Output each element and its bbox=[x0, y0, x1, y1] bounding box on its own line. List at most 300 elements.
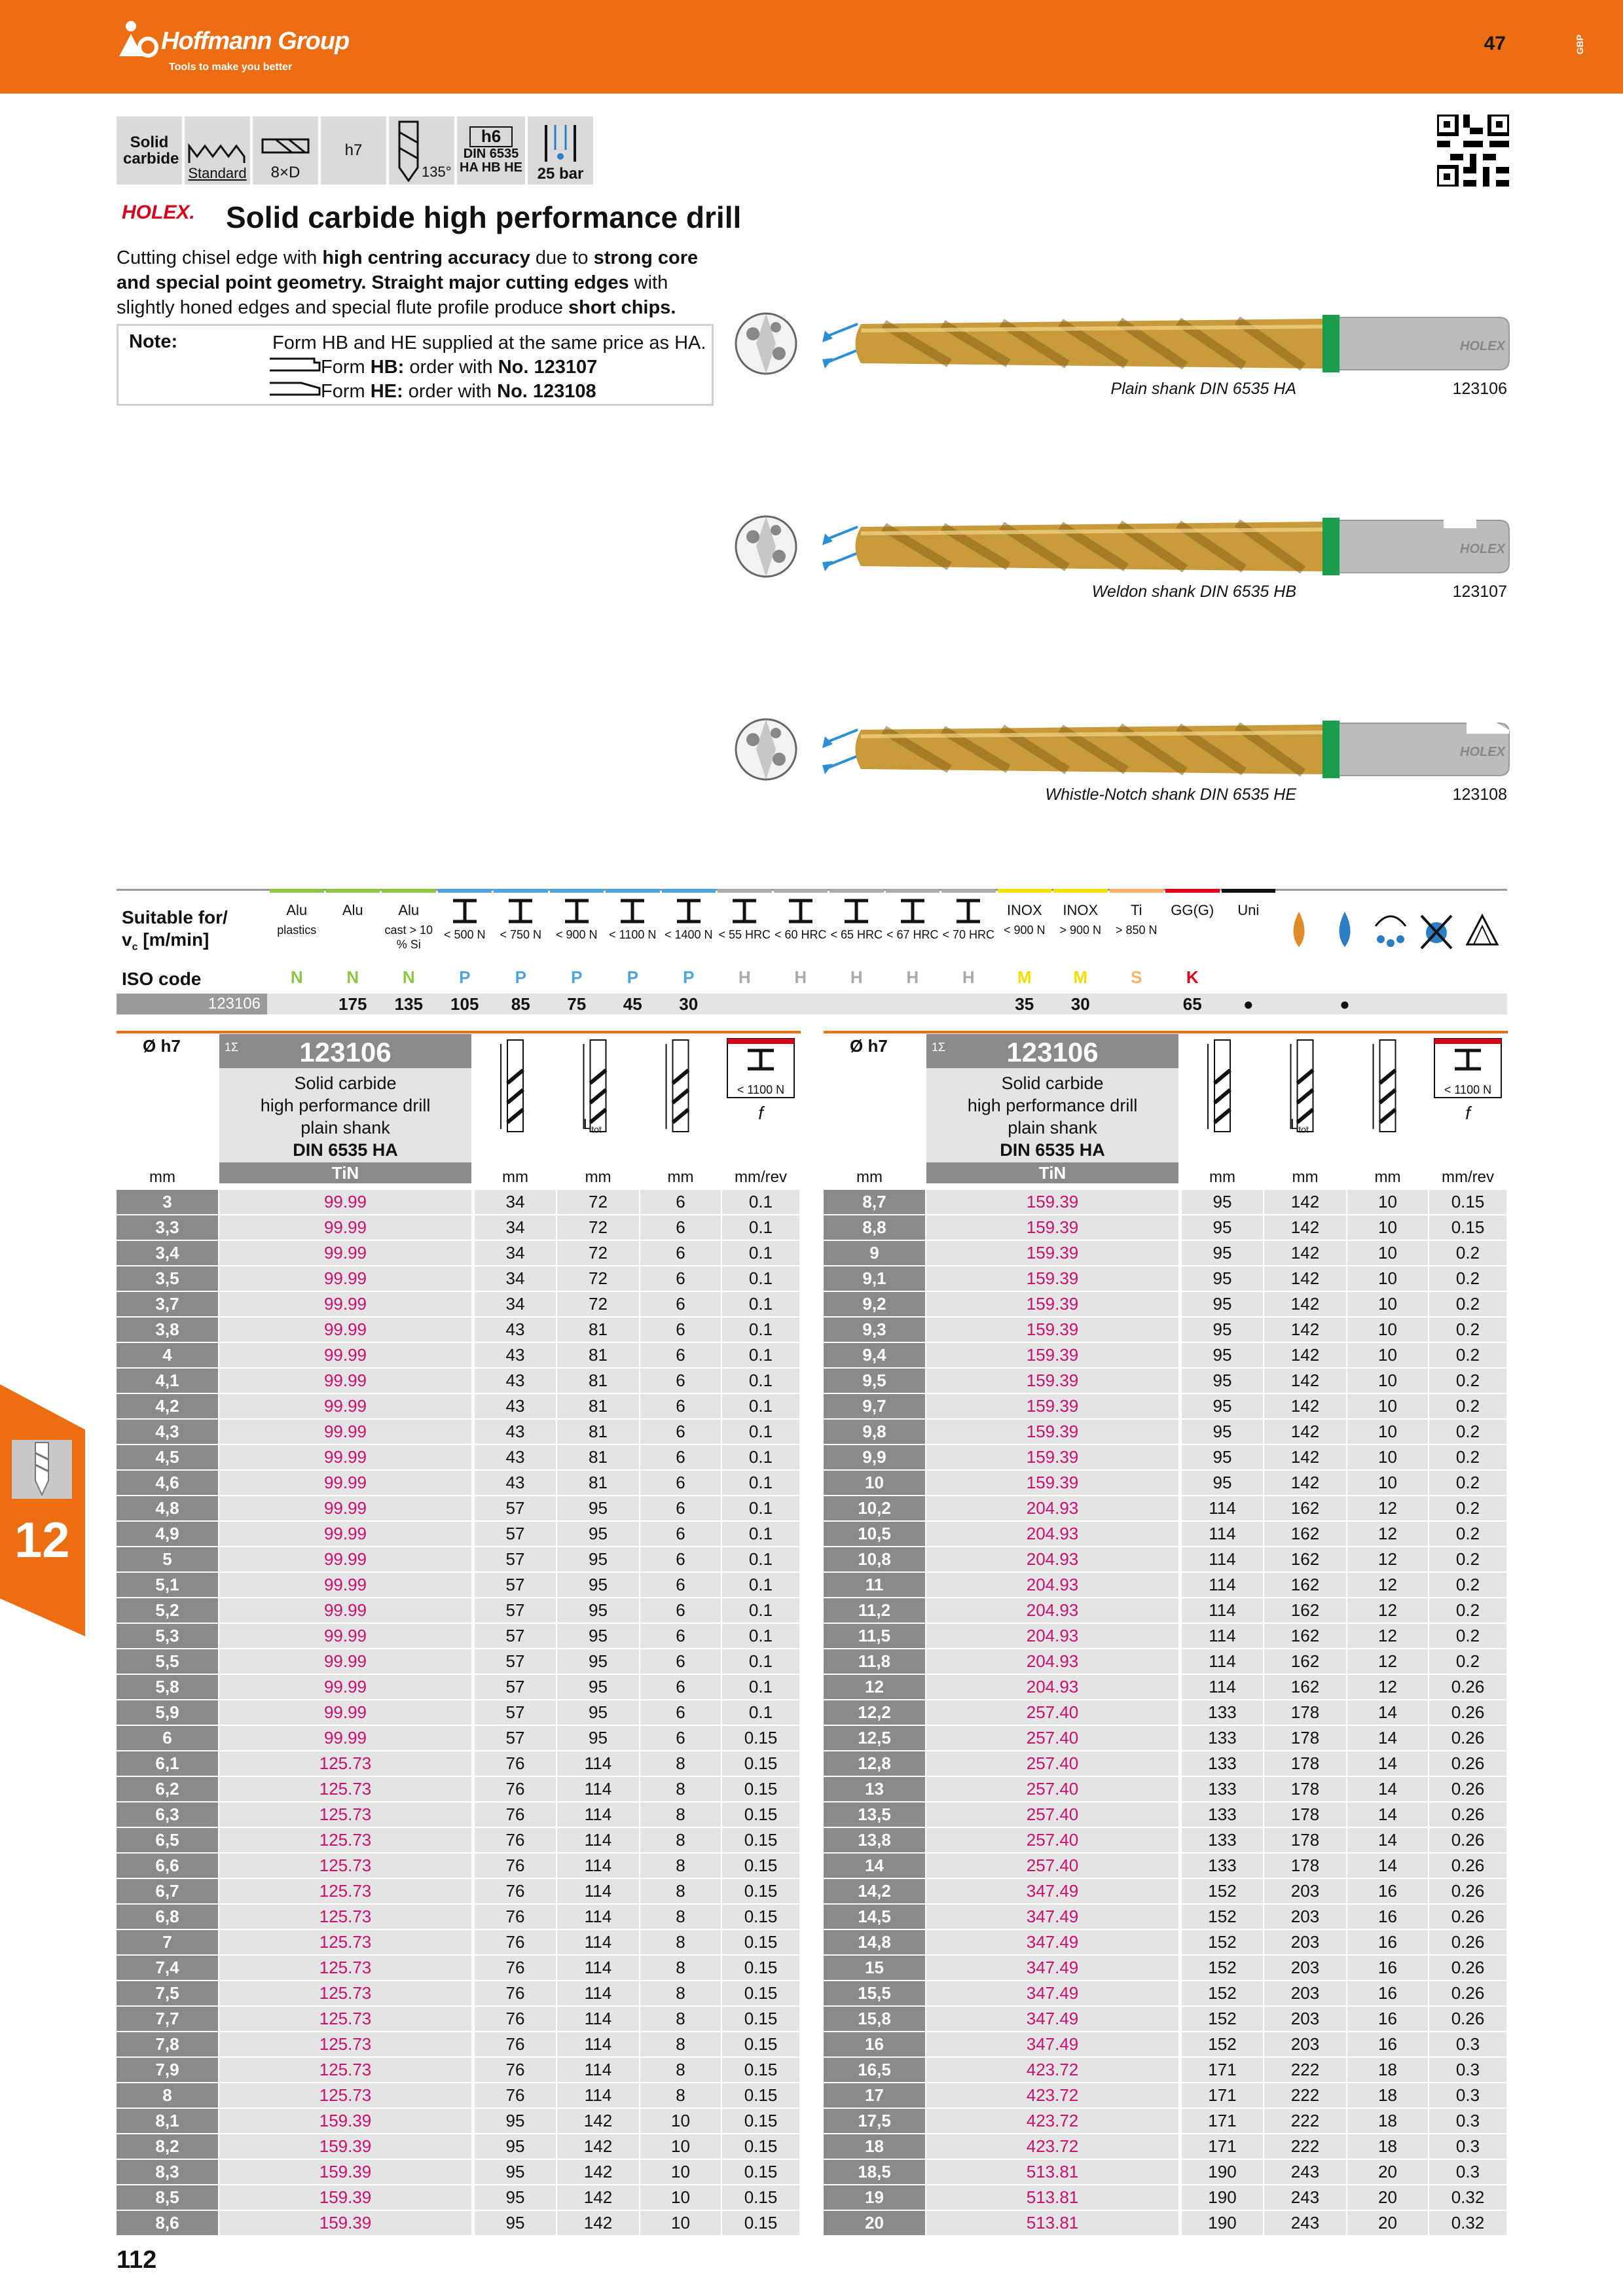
price-cell[interactable]: 257.40 bbox=[926, 1828, 1178, 1852]
table-row[interactable] bbox=[117, 2083, 801, 2109]
total-length-cell: 178 bbox=[1264, 1700, 1346, 1725]
table-row[interactable] bbox=[117, 1930, 801, 1956]
flute-length-cell: 133 bbox=[1182, 1828, 1263, 1852]
price-cell[interactable]: 423.72 bbox=[926, 2134, 1178, 2159]
price-cell[interactable]: 125.73 bbox=[219, 1930, 471, 1954]
price-cell[interactable]: 204.93 bbox=[926, 1496, 1178, 1520]
price-cell[interactable]: 513.81 bbox=[926, 2211, 1178, 2235]
flute-length-cell: 95 bbox=[1182, 1394, 1263, 1418]
flute-length-cell: 76 bbox=[475, 1981, 556, 2005]
diameter-cell: 6,7 bbox=[117, 1879, 218, 1903]
note-text bbox=[272, 331, 706, 404]
table-row[interactable] bbox=[824, 1343, 1508, 1369]
table-row[interactable] bbox=[824, 1726, 1508, 1751]
table-row[interactable] bbox=[824, 1981, 1508, 2007]
qr-code-icon[interactable] bbox=[1437, 115, 1509, 187]
price-cell[interactable]: 99.99 bbox=[219, 1318, 471, 1342]
diameter-cell: 10,2 bbox=[824, 1496, 925, 1520]
flute-length-cell: 171 bbox=[1182, 2083, 1263, 2108]
table-row[interactable] bbox=[824, 2032, 1508, 2058]
section-number: 12 bbox=[14, 1513, 70, 1568]
product-description: Cutting chisel edge with high centring accuracy due to strong core and special point geometry. Straight major cutting edges with slightly honed edges and special flute profile produce short chips. bbox=[117, 247, 699, 318]
iso-code: M bbox=[1017, 967, 1032, 987]
price-cell[interactable]: 423.72 bbox=[926, 2058, 1178, 2082]
price-cell[interactable]: 204.93 bbox=[926, 1547, 1178, 1571]
length-label: 8×D bbox=[270, 163, 301, 181]
table-row[interactable] bbox=[824, 1905, 1508, 1930]
price-cell[interactable]: 99.99 bbox=[219, 1624, 471, 1648]
table-row[interactable] bbox=[824, 1930, 1508, 1956]
drill-weldon-shank-image bbox=[733, 501, 1512, 592]
table-row[interactable] bbox=[117, 1700, 801, 1726]
material-color-strip bbox=[494, 889, 548, 893]
flute-length-cell: 76 bbox=[475, 1905, 556, 1929]
price-cell[interactable]: 99.99 bbox=[219, 1420, 471, 1444]
total-length-cell: 162 bbox=[1264, 1649, 1346, 1674]
tolerance-label: h7 bbox=[344, 141, 363, 160]
iso-code-label: ISO code bbox=[122, 969, 202, 989]
price-cell[interactable]: 347.49 bbox=[926, 1879, 1178, 1903]
total-length-cell: 142 bbox=[1264, 1266, 1346, 1291]
price-cell[interactable]: 257.40 bbox=[926, 1803, 1178, 1827]
price-cell[interactable]: 159.39 bbox=[219, 2134, 471, 2159]
diameter-cell: 8 bbox=[117, 2083, 218, 2108]
shank-diameter-cell: 6 bbox=[640, 1215, 721, 1240]
price-cell[interactable]: 159.39 bbox=[926, 1445, 1178, 1469]
table-row[interactable] bbox=[117, 1394, 801, 1420]
material-name: Uni bbox=[1237, 902, 1260, 918]
water-drop-icon bbox=[1323, 906, 1366, 952]
feed-cell: 0.15 bbox=[722, 2032, 799, 2056]
feed-cell: 0.1 bbox=[722, 1573, 799, 1597]
table-row[interactable] bbox=[824, 1394, 1508, 1420]
flute-length-cell: 43 bbox=[475, 1343, 556, 1367]
hoffmann-logo-icon bbox=[117, 20, 160, 59]
price-cell[interactable]: 204.93 bbox=[926, 1649, 1178, 1674]
total-length-cell: 178 bbox=[1264, 1854, 1346, 1878]
table-row[interactable] bbox=[824, 2160, 1508, 2185]
price-cell[interactable]: 99.99 bbox=[219, 1394, 471, 1418]
price-cell[interactable]: 99.99 bbox=[219, 1573, 471, 1597]
price-cell[interactable]: 99.99 bbox=[219, 1471, 471, 1495]
table-row[interactable] bbox=[117, 2109, 801, 2134]
table-row[interactable] bbox=[117, 1471, 801, 1496]
flute-length-cell: 152 bbox=[1182, 2032, 1263, 2056]
table-row[interactable] bbox=[824, 1292, 1508, 1318]
price-cell[interactable]: 347.49 bbox=[926, 2032, 1178, 2056]
shank-diameter-cell: 8 bbox=[640, 1803, 721, 1827]
price-cell[interactable]: 347.49 bbox=[926, 2007, 1178, 2031]
price-cell[interactable]: 159.39 bbox=[926, 1394, 1178, 1418]
material-sub: < 60 HRC bbox=[774, 928, 827, 941]
price-cell[interactable]: 125.73 bbox=[219, 1751, 471, 1776]
table-row[interactable] bbox=[117, 2007, 801, 2032]
feed-cell: 0.15 bbox=[722, 2185, 799, 2210]
feed-cell: 0.26 bbox=[1429, 1777, 1506, 1801]
price-cell[interactable]: 125.73 bbox=[219, 2083, 471, 2108]
price-cell[interactable]: 204.93 bbox=[926, 1624, 1178, 1648]
diameter-cell: 3,5 bbox=[117, 1266, 218, 1291]
flute-length-cell: 171 bbox=[1182, 2134, 1263, 2159]
diameter-cell: 12,5 bbox=[824, 1726, 925, 1750]
feed-cell: 0.2 bbox=[1429, 1649, 1506, 1674]
table-row[interactable] bbox=[824, 1879, 1508, 1905]
table-row[interactable] bbox=[117, 1496, 801, 1522]
price-cell[interactable]: 99.99 bbox=[219, 1343, 471, 1367]
price-cell[interactable]: 159.39 bbox=[926, 1471, 1178, 1495]
table-row[interactable] bbox=[824, 1675, 1508, 1700]
diameter-cell: 13,5 bbox=[824, 1803, 925, 1827]
material-color-strip bbox=[382, 889, 436, 893]
brand-logo[interactable] bbox=[117, 17, 392, 79]
feed-cell: 0.26 bbox=[1429, 1854, 1506, 1878]
flute-length-cell: 95 bbox=[1182, 1190, 1263, 1214]
table-row[interactable] bbox=[117, 1547, 801, 1573]
diameter-cell: 15 bbox=[824, 1956, 925, 1980]
table-row[interactable] bbox=[824, 2185, 1508, 2211]
total-length-cell: 81 bbox=[557, 1420, 639, 1444]
table-row[interactable] bbox=[117, 1266, 801, 1292]
table-row[interactable] bbox=[117, 1751, 801, 1777]
price-cell[interactable]: 513.81 bbox=[926, 2185, 1178, 2210]
price-cell[interactable]: 347.49 bbox=[926, 1905, 1178, 1929]
flute-length-cell: 114 bbox=[1182, 1573, 1263, 1597]
price-cell[interactable]: 99.99 bbox=[219, 1547, 471, 1571]
price-cell[interactable]: 159.39 bbox=[219, 2109, 471, 2133]
table-row[interactable] bbox=[824, 1318, 1508, 1343]
price-cell[interactable]: 204.93 bbox=[926, 1598, 1178, 1623]
shank-diameter-cell: 6 bbox=[640, 1624, 721, 1648]
table-row[interactable] bbox=[824, 1215, 1508, 1241]
shank-diameter-cell: 12 bbox=[1347, 1522, 1428, 1546]
price-cell[interactable]: 159.39 bbox=[219, 2185, 471, 2210]
total-length-cell: 114 bbox=[557, 1879, 639, 1903]
price-cell[interactable]: 99.99 bbox=[219, 1292, 471, 1316]
diameter-cell: 8,3 bbox=[117, 2160, 218, 2184]
shank-diameter-cell: 12 bbox=[1347, 1649, 1428, 1674]
shank-diameter-cell: 8 bbox=[640, 1751, 721, 1776]
feed-cell: 0.15 bbox=[722, 1726, 799, 1750]
table-row[interactable] bbox=[117, 1649, 801, 1675]
diameter-cell: 8,6 bbox=[117, 2211, 218, 2235]
shank-diameter-cell: 12 bbox=[1347, 1496, 1428, 1520]
diameter-cell: 6,2 bbox=[117, 1777, 218, 1801]
total-length-cell: 142 bbox=[1264, 1394, 1346, 1418]
table-row[interactable] bbox=[117, 1522, 801, 1547]
price-cell[interactable]: 125.73 bbox=[219, 2058, 471, 2082]
table-row[interactable] bbox=[117, 1803, 801, 1828]
price-cell[interactable]: 99.99 bbox=[219, 1522, 471, 1546]
steel-beam-icon bbox=[618, 898, 647, 924]
table-row[interactable] bbox=[824, 1241, 1508, 1266]
table-row[interactable] bbox=[824, 1547, 1508, 1573]
price-cell[interactable]: 99.99 bbox=[219, 1190, 471, 1214]
price-cell[interactable]: 257.40 bbox=[926, 1777, 1178, 1801]
material-color-strip bbox=[1110, 889, 1164, 893]
table-row[interactable] bbox=[824, 1496, 1508, 1522]
feed-cell: 0.26 bbox=[1429, 1726, 1506, 1750]
table-row[interactable] bbox=[117, 2211, 801, 2236]
shank-diameter-cell: 20 bbox=[1347, 2185, 1428, 2210]
price-cell[interactable]: 204.93 bbox=[926, 1522, 1178, 1546]
feed-cell: 0.15 bbox=[722, 2083, 799, 2108]
table-row[interactable] bbox=[117, 1598, 801, 1624]
price-cell[interactable]: 347.49 bbox=[926, 1956, 1178, 1980]
price-cell[interactable]: 159.39 bbox=[219, 2211, 471, 2235]
table-row[interactable] bbox=[117, 1828, 801, 1854]
flute-length-cell: 114 bbox=[1182, 1547, 1263, 1571]
price-cell[interactable]: 423.72 bbox=[926, 2083, 1178, 2108]
price-cell[interactable]: 99.99 bbox=[219, 1675, 471, 1699]
price-cell[interactable]: 99.99 bbox=[219, 1496, 471, 1520]
price-cell[interactable]: 159.39 bbox=[926, 1343, 1178, 1367]
table-row[interactable] bbox=[117, 1420, 801, 1445]
weldon-shank-icon bbox=[268, 356, 321, 373]
table-row[interactable] bbox=[824, 2109, 1508, 2134]
table-row[interactable] bbox=[117, 1369, 801, 1394]
price-cell[interactable]: 159.39 bbox=[926, 1190, 1178, 1214]
table-row[interactable] bbox=[117, 2058, 801, 2083]
table-row[interactable] bbox=[824, 2134, 1508, 2160]
price-cell[interactable]: 159.39 bbox=[926, 1215, 1178, 1240]
total-length-cell: 81 bbox=[557, 1471, 639, 1495]
flute-length-cell: 95 bbox=[1182, 1445, 1263, 1469]
shank-diameter-cell: 6 bbox=[640, 1292, 721, 1316]
table-row[interactable] bbox=[824, 1522, 1508, 1547]
price-cell[interactable]: 125.73 bbox=[219, 1777, 471, 1801]
article-header-box bbox=[926, 1034, 1178, 1183]
price-cell[interactable]: 204.93 bbox=[926, 1675, 1178, 1699]
table-row[interactable] bbox=[117, 1318, 801, 1343]
material-header bbox=[382, 898, 436, 963]
flute-length-cell: 133 bbox=[1182, 1803, 1263, 1827]
price-cell[interactable]: 125.73 bbox=[219, 2007, 471, 2031]
price-cell[interactable]: 159.39 bbox=[219, 2160, 471, 2184]
feed-cell: 0.15 bbox=[722, 1981, 799, 2005]
price-cell[interactable]: 125.73 bbox=[219, 1828, 471, 1852]
shank-diameter-cell: 8 bbox=[640, 1854, 721, 1878]
flute-length-cell: 152 bbox=[1182, 1981, 1263, 2005]
price-cell[interactable]: 204.93 bbox=[926, 1573, 1178, 1597]
total-length-cell: 178 bbox=[1264, 1803, 1346, 1827]
table-row[interactable] bbox=[117, 1675, 801, 1700]
feed-cell: 0.15 bbox=[722, 1956, 799, 1980]
table-row[interactable] bbox=[824, 1369, 1508, 1394]
diameter-unit: mm bbox=[149, 1168, 175, 1186]
cutting-speed-value bbox=[830, 994, 884, 1014]
price-cell[interactable]: 125.73 bbox=[219, 1981, 471, 2005]
price-cell[interactable]: 159.39 bbox=[926, 1369, 1178, 1393]
table-row[interactable] bbox=[824, 2083, 1508, 2109]
price-cell[interactable]: 159.39 bbox=[926, 1241, 1178, 1265]
price-cell[interactable]: 159.39 bbox=[926, 1266, 1178, 1291]
shank-diameter-cell: 10 bbox=[1347, 1394, 1428, 1418]
table-row[interactable] bbox=[824, 1649, 1508, 1675]
diameter-cell: 7,7 bbox=[117, 2007, 218, 2031]
shank-diameter-cell: 10 bbox=[1347, 1266, 1428, 1291]
total-length-cell: 95 bbox=[557, 1547, 639, 1571]
flute-length-cell: 152 bbox=[1182, 1956, 1263, 1980]
table-row[interactable] bbox=[117, 1573, 801, 1598]
flute-length-cell: 34 bbox=[475, 1292, 556, 1316]
svg-text:HOLEX: HOLEX bbox=[1460, 542, 1505, 556]
material-color-strip bbox=[774, 889, 828, 893]
table-row[interactable] bbox=[117, 1726, 801, 1751]
diameter-cell: 11 bbox=[824, 1573, 925, 1597]
section-tab[interactable] bbox=[0, 1384, 85, 1636]
flute-length-cell: 76 bbox=[475, 1879, 556, 1903]
price-cell[interactable]: 99.99 bbox=[219, 1369, 471, 1393]
table-row[interactable] bbox=[117, 1292, 801, 1318]
table-row[interactable] bbox=[117, 1879, 801, 1905]
feed-cell: 0.2 bbox=[1429, 1318, 1506, 1342]
table-row[interactable] bbox=[117, 2160, 801, 2185]
table-row[interactable] bbox=[824, 2211, 1508, 2236]
price-cell[interactable]: 347.49 bbox=[926, 1981, 1178, 2005]
feed-cell: 0.2 bbox=[1429, 1292, 1506, 1316]
price-cell[interactable]: 99.99 bbox=[219, 1700, 471, 1725]
price-cell[interactable]: 99.99 bbox=[219, 1215, 471, 1240]
table-row[interactable] bbox=[117, 1445, 801, 1471]
material-color-strip bbox=[662, 889, 716, 893]
table-row[interactable] bbox=[824, 1751, 1508, 1777]
diameter-cell: 8,2 bbox=[117, 2134, 218, 2159]
shank-diameter-cell: 10 bbox=[1347, 1369, 1428, 1393]
diameter-cell: 19 bbox=[824, 2185, 925, 2210]
price-cell[interactable]: 257.40 bbox=[926, 1700, 1178, 1725]
price-cell[interactable]: 99.99 bbox=[219, 1598, 471, 1623]
price-cell[interactable]: 125.73 bbox=[219, 1854, 471, 1878]
price-cell[interactable]: 423.72 bbox=[926, 2109, 1178, 2133]
table-row[interactable] bbox=[824, 1956, 1508, 1981]
material-name: INOX bbox=[1006, 902, 1042, 918]
price-cell[interactable]: 257.40 bbox=[926, 1751, 1178, 1776]
table-row[interactable] bbox=[824, 1190, 1508, 1215]
shank-diameter-cell: 16 bbox=[1347, 1981, 1428, 2005]
feed-cell: 0.15 bbox=[722, 1751, 799, 1776]
table-row[interactable] bbox=[824, 1700, 1508, 1726]
drill-notch-shank-image bbox=[733, 704, 1512, 795]
table-row[interactable] bbox=[824, 1854, 1508, 1879]
table-row[interactable] bbox=[824, 1828, 1508, 1854]
table-row[interactable] bbox=[824, 1777, 1508, 1803]
diameter-cell: 5 bbox=[117, 1547, 218, 1571]
material-color-strip bbox=[998, 889, 1052, 893]
total-length-cell: 81 bbox=[557, 1445, 639, 1469]
price-cell[interactable]: 125.73 bbox=[219, 1905, 471, 1929]
price-cell[interactable]: 125.73 bbox=[219, 1803, 471, 1827]
shank-diameter-cell: 12 bbox=[1347, 1675, 1428, 1699]
total-length-cell: 95 bbox=[557, 1598, 639, 1623]
flute-length-cell: 57 bbox=[475, 1598, 556, 1623]
total-length-cell: 203 bbox=[1264, 2007, 1346, 2031]
diameter-cell: 4,8 bbox=[117, 1496, 218, 1520]
total-length-cell: 114 bbox=[557, 2007, 639, 2031]
table-row[interactable] bbox=[117, 2032, 801, 2058]
table-row[interactable] bbox=[117, 1624, 801, 1649]
table-row[interactable] bbox=[824, 2007, 1508, 2032]
diameter-cell: 8,7 bbox=[824, 1190, 925, 1214]
price-cell[interactable]: 347.49 bbox=[926, 1930, 1178, 1954]
material-header bbox=[550, 898, 604, 963]
price-cell[interactable]: 159.39 bbox=[926, 1318, 1178, 1342]
flute-length-cell: 114 bbox=[1182, 1624, 1263, 1648]
table-row[interactable] bbox=[824, 1445, 1508, 1471]
feed-cell: 0.3 bbox=[1429, 2032, 1506, 2056]
table-row[interactable] bbox=[824, 1266, 1508, 1292]
feed-cell: 0.26 bbox=[1429, 1879, 1506, 1903]
price-cell[interactable]: 513.81 bbox=[926, 2160, 1178, 2184]
diameter-cell: 8,5 bbox=[117, 2185, 218, 2210]
price-cell[interactable]: 125.73 bbox=[219, 2032, 471, 2056]
flute-length-cell: 76 bbox=[475, 1930, 556, 1954]
total-length-cell: 243 bbox=[1264, 2185, 1346, 2210]
price-cell[interactable]: 257.40 bbox=[926, 1726, 1178, 1750]
total-length-cell: 142 bbox=[1264, 1445, 1346, 1469]
price-cell[interactable]: 125.73 bbox=[219, 1879, 471, 1903]
table-row[interactable] bbox=[824, 2058, 1508, 2083]
table-row[interactable] bbox=[117, 2185, 801, 2211]
price-cell[interactable]: 99.99 bbox=[219, 1445, 471, 1469]
total-length-cell: 95 bbox=[557, 1649, 639, 1674]
material-color-strip bbox=[1053, 889, 1108, 893]
feed-cell: 0.1 bbox=[722, 1343, 799, 1367]
table-row[interactable] bbox=[117, 1905, 801, 1930]
total-length-cell: 72 bbox=[557, 1190, 639, 1214]
table-row[interactable] bbox=[117, 1981, 801, 2007]
table-row[interactable] bbox=[824, 1803, 1508, 1828]
column-unit: mm bbox=[1374, 1168, 1401, 1186]
table-row[interactable] bbox=[117, 1777, 801, 1803]
price-cell[interactable]: 125.73 bbox=[219, 1956, 471, 1980]
price-cell[interactable]: 99.99 bbox=[219, 1241, 471, 1265]
total-length-cell: 142 bbox=[1264, 1420, 1346, 1444]
table-row[interactable] bbox=[117, 1343, 801, 1369]
cutting-speed-value bbox=[718, 994, 772, 1014]
iso-code: P bbox=[515, 967, 526, 987]
table-row[interactable] bbox=[824, 1598, 1508, 1624]
price-cell[interactable]: 99.99 bbox=[219, 1266, 471, 1291]
table-row[interactable] bbox=[824, 1420, 1508, 1445]
table-row[interactable] bbox=[117, 1854, 801, 1879]
diameter-cell: 13,8 bbox=[824, 1828, 925, 1852]
total-length-cell: 142 bbox=[1264, 1292, 1346, 1316]
table-row[interactable] bbox=[117, 1190, 801, 1215]
price-cell[interactable]: 159.39 bbox=[926, 1420, 1178, 1444]
table-row[interactable] bbox=[824, 1624, 1508, 1649]
price-cell[interactable]: 257.40 bbox=[926, 1854, 1178, 1878]
feed-cell: 0.2 bbox=[1429, 1445, 1506, 1469]
material-sub: < 500 N bbox=[443, 928, 486, 941]
price-cell[interactable]: 99.99 bbox=[219, 1649, 471, 1674]
flute-length-cell: 133 bbox=[1182, 1854, 1263, 1878]
price-cell[interactable]: 99.99 bbox=[219, 1726, 471, 1750]
table-row[interactable] bbox=[117, 1215, 801, 1241]
table-row[interactable] bbox=[824, 1573, 1508, 1598]
dry-icon bbox=[1415, 906, 1458, 952]
total-length-cell: 114 bbox=[557, 2032, 639, 2056]
table-row[interactable] bbox=[824, 1471, 1508, 1496]
total-length-cell: 142 bbox=[1264, 1318, 1346, 1342]
cutting-speed-value: 35 bbox=[1015, 994, 1034, 1014]
total-length-cell: 142 bbox=[1264, 1190, 1346, 1214]
table-row[interactable] bbox=[117, 1956, 801, 1981]
shank-diameter-cell: 8 bbox=[640, 2007, 721, 2031]
total-length-cell: 178 bbox=[1264, 1777, 1346, 1801]
table-row[interactable] bbox=[117, 1241, 801, 1266]
price-cell[interactable]: 159.39 bbox=[926, 1292, 1178, 1316]
table-row[interactable] bbox=[117, 2134, 801, 2160]
